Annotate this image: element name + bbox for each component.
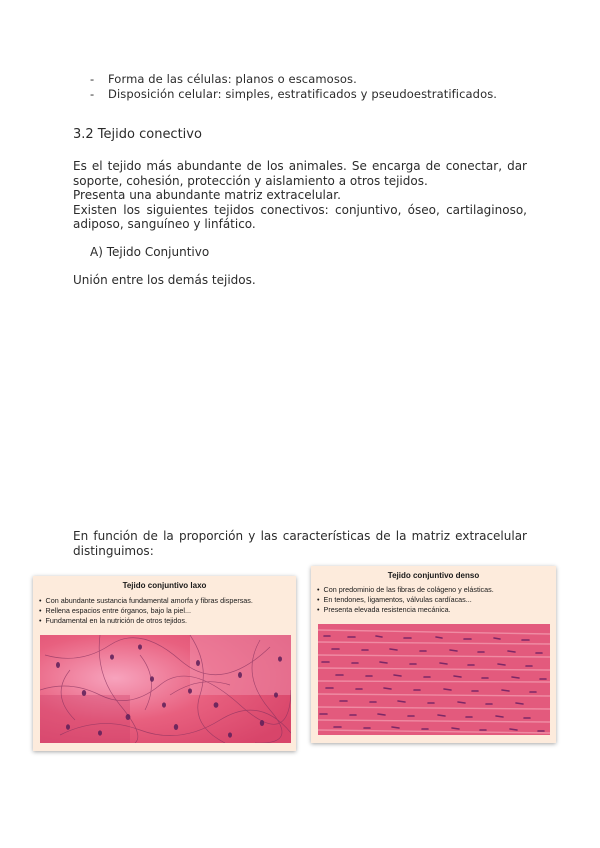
bullet-text: Forma de las células: planos o escamosos. xyxy=(108,72,357,86)
card-bullet: • Rellena espacios entre órganos, bajo la piel... xyxy=(39,606,253,616)
proportion-paragraph xyxy=(73,529,527,558)
bullet-dash: - xyxy=(90,87,95,101)
bullet-cell-shape xyxy=(90,72,357,86)
intro-paragraph xyxy=(73,159,527,232)
tissue-micrograph-laxo xyxy=(40,635,291,743)
card-tejido-denso xyxy=(311,566,556,743)
para-line: adiposo, sanguíneo y linfático. xyxy=(73,217,256,232)
card-tejido-laxo xyxy=(33,576,296,751)
card-bullet: • Fundamental en la nutrición de otros tejidos. xyxy=(39,616,253,626)
para-line: En función de la proporción y las características de la matriz extracelular xyxy=(73,529,527,543)
para-line: Existen los siguientes tejidos conectivos: conjuntivo, óseo, cartilaginoso, xyxy=(73,202,527,217)
card-title: Tejido conjuntivo laxo xyxy=(122,581,207,590)
micrograph-image xyxy=(318,624,550,735)
para-line: Presenta una abundante matriz extracelular. xyxy=(73,188,341,203)
bullet-text: Disposición celular: simples, estratificados y pseudoestratificados. xyxy=(108,87,498,101)
subheading-tejido-conjuntivo: A) Tejido Conjuntivo xyxy=(90,245,210,259)
section-heading: 3.2 Tejido conectivo xyxy=(73,127,202,142)
card-bullet-list xyxy=(317,585,494,615)
card-bullet: • Presenta elevada resistencia mecánica. xyxy=(317,605,494,615)
card-title: Tejido conjuntivo denso xyxy=(387,571,480,580)
bullet-dash: - xyxy=(90,72,95,86)
micrograph-image xyxy=(40,635,291,743)
card-bullet: • Con abundante sustancia fundamental amorfa y fibras dispersas. xyxy=(39,596,253,606)
bullet-cell-arrangement xyxy=(90,87,497,101)
para-line: distinguimos: xyxy=(73,543,154,558)
card-bullet: • Con predominio de las fibras de colágeno y elásticas. xyxy=(317,585,494,595)
card-bullet-list xyxy=(39,596,253,626)
tissue-micrograph-denso xyxy=(318,624,550,735)
para-line: soporte, cohesión, protección y aislamiento a otros tejidos. xyxy=(73,173,428,188)
para-line: Es el tejido más abundante de los animales. Se encarga de conectar, dar xyxy=(73,159,527,173)
union-text: Unión entre los demás tejidos. xyxy=(73,273,256,287)
card-bullet: • En tendones, ligamentos, válvulas cardíacas... xyxy=(317,595,494,605)
